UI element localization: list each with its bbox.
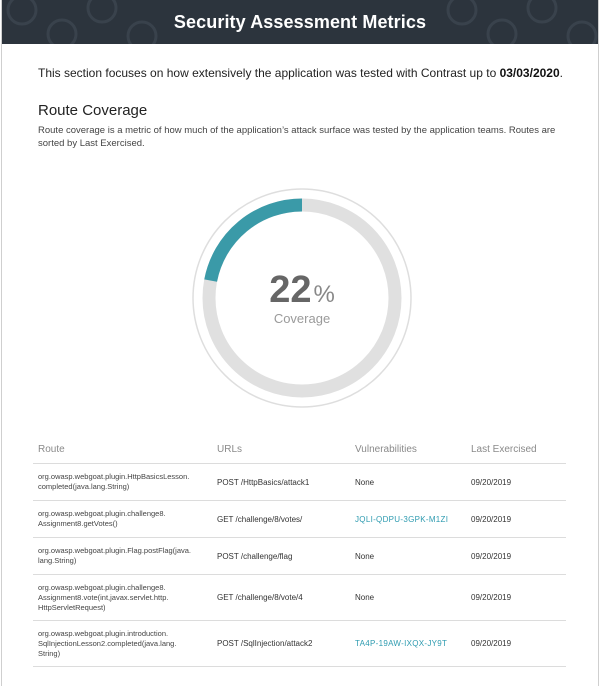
coverage-unit: % (313, 281, 335, 308)
section-description: Route coverage is a metric of how much of the application’s attack surface was tested by the application teams. Routes are sorted by Last Exercised. (38, 125, 556, 149)
last-exercised-cell: 09/20/2019 (466, 621, 566, 667)
route-cell (33, 501, 212, 538)
route-line: org.owasp.webgoat.plugin.challenge8. (38, 509, 166, 518)
column-header-route[interactable]: Route (33, 443, 212, 464)
report-page (1, 0, 599, 686)
last-exercised-cell: 09/20/2019 (466, 464, 566, 501)
intro-date: 03/03/2020 (499, 66, 560, 80)
vulnerability-link[interactable]: JQLI-QDPU-3GPK-M1ZI (350, 501, 466, 538)
intro-suffix: . (559, 66, 563, 80)
route-line: completed(java.lang.String) (38, 482, 130, 491)
column-header-urls[interactable]: URLs (212, 443, 350, 464)
coverage-gauge (192, 188, 412, 408)
route-line: org.owasp.webgoat.plugin.Flag.postFlag(java. (38, 546, 192, 555)
route-line: String) (38, 648, 61, 658)
route-cell (33, 538, 212, 575)
coverage-value: 22 (269, 269, 312, 311)
vulnerability-cell: None (350, 575, 466, 621)
table-row (33, 575, 566, 621)
route-line: Assignment8.vote(int,javax.servlet.http. (38, 592, 169, 602)
header-banner (2, 0, 598, 44)
url-cell: POST /challenge/flag (212, 538, 350, 575)
table-header-row (33, 443, 566, 464)
column-header-last-exercised[interactable]: Last Exercised (466, 443, 566, 464)
route-line: HttpServletRequest) (38, 602, 106, 612)
gauge-readout (192, 271, 412, 326)
vulnerability-cell: None (350, 464, 466, 501)
coverage-label: Coverage (273, 311, 331, 326)
column-header-vulnerabilities[interactable]: Vulnerabilities (350, 443, 466, 464)
section-title: Route Coverage (38, 102, 148, 119)
route-line: org.owasp.webgoat.plugin.HttpBasicsLesson. (38, 472, 190, 481)
last-exercised-cell: 09/20/2019 (466, 575, 566, 621)
route-line: SqlInjectionLesson2.completed(java.lang. (38, 638, 177, 648)
last-exercised-cell: 09/20/2019 (466, 538, 566, 575)
route-line: Assignment8.getVotes() (38, 519, 118, 528)
vulnerability-cell: None (350, 538, 466, 575)
intro-sentence: This section focuses on how extensively the application was tested with Contrast up to (38, 66, 500, 80)
intro-text (38, 66, 578, 80)
route-line: lang.String) (38, 556, 77, 565)
url-cell: GET /challenge/8/votes/ (212, 501, 350, 538)
route-line: org.owasp.webgoat.plugin.challenge8. (38, 582, 166, 592)
route-cell (33, 575, 212, 621)
route-cell (33, 464, 212, 501)
table-row (33, 538, 566, 575)
table-row (33, 464, 566, 501)
url-cell: POST /SqlInjection/attack2 (212, 621, 350, 667)
vulnerability-link[interactable]: TA4P-19AW-IXQX-JY9T (350, 621, 466, 667)
route-cell (33, 621, 212, 667)
url-cell: POST /HttpBasics/attack1 (212, 464, 350, 501)
routes-table (33, 443, 566, 667)
last-exercised-cell: 09/20/2019 (466, 501, 566, 538)
page-title: Security Assessment Metrics (173, 11, 427, 32)
route-line: org.owasp.webgoat.plugin.introduction. (38, 628, 169, 638)
table-row (33, 621, 566, 667)
table-row (33, 501, 566, 538)
url-cell: GET /challenge/8/vote/4 (212, 575, 350, 621)
